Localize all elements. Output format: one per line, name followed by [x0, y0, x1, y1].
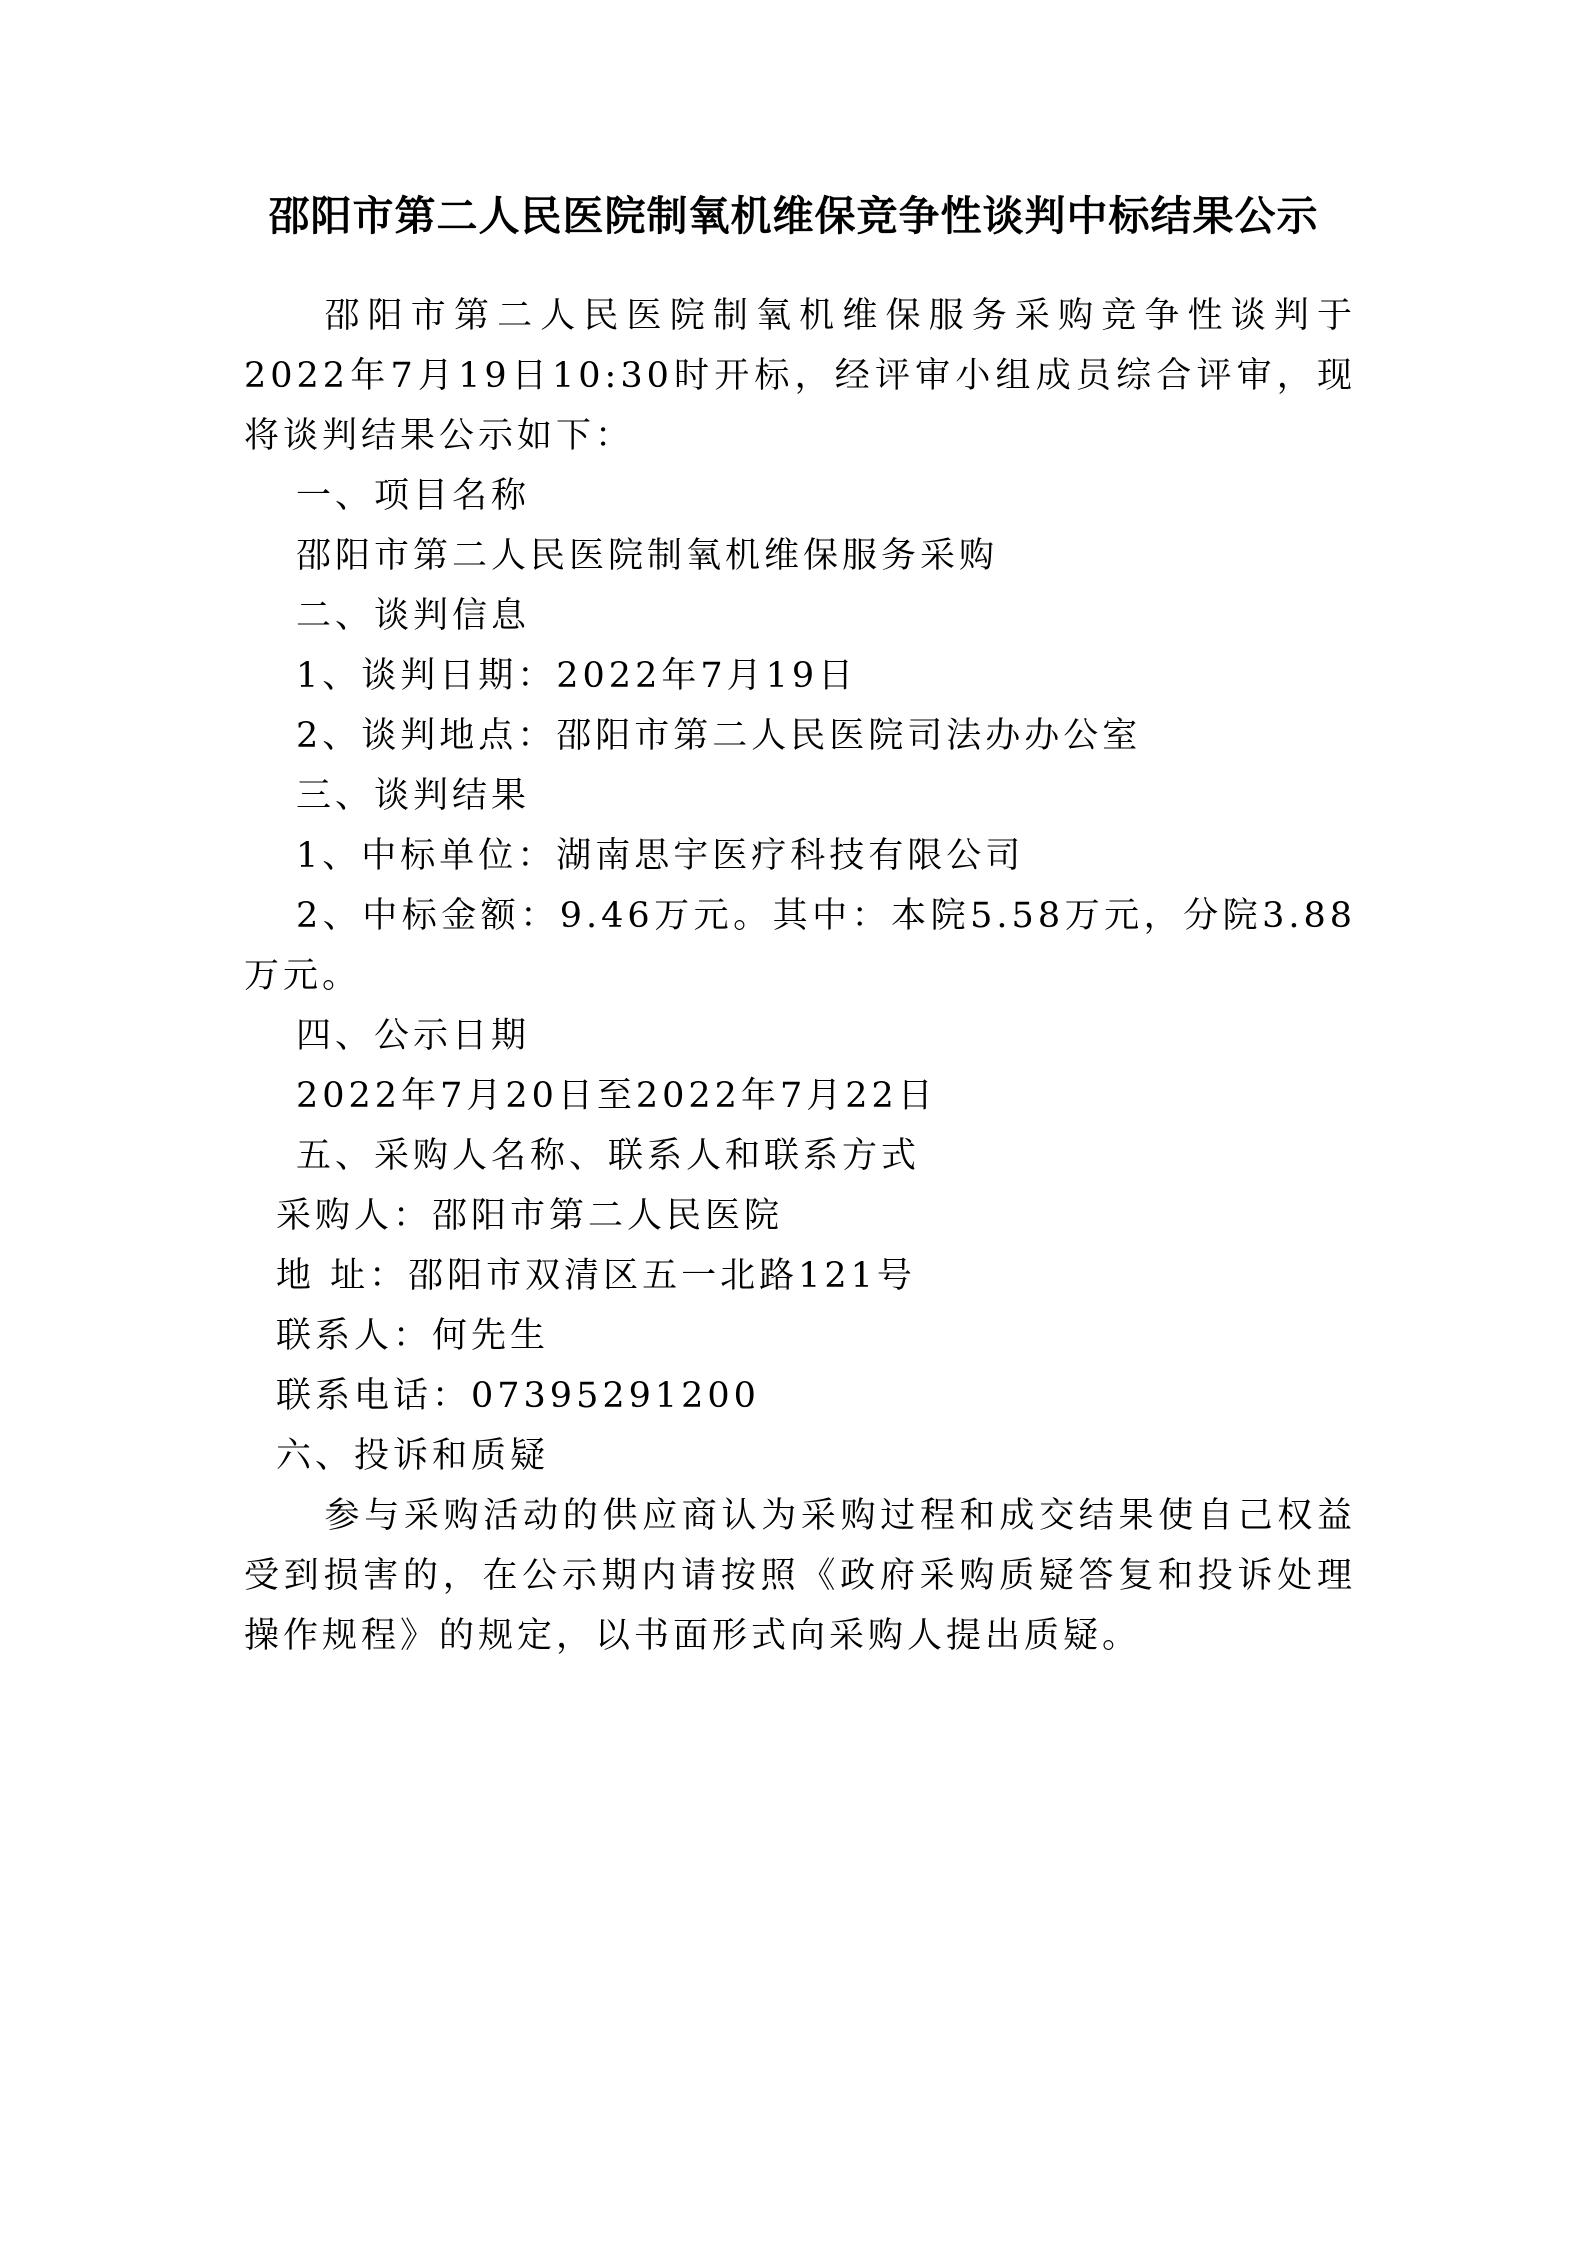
section-heading-complaints: 六、投诉和质疑 [276, 1436, 550, 1476]
winning-amount: 2、中标金额：9.46万元。其中：本院5.58万元，分院3.88万元。 [244, 896, 1356, 996]
winning-bidder: 1、中标单位：湖南思宇医疗科技有限公司 [296, 836, 1025, 876]
section-heading-negotiation-result: 三、谈判结果 [296, 776, 531, 816]
negotiation-place: 2、谈判地点：邵阳市第二人民医院司法办办公室 [296, 716, 1142, 756]
section-heading-publicity-date: 四、公示日期 [296, 1016, 531, 1056]
page-title: 邵阳市第二人民医院制氧机维保竞争性谈判中标结果公示 [268, 192, 1319, 240]
project-name: 邵阳市第二人民医院制氧机维保服务采购 [296, 536, 999, 576]
complaint-paragraph: 参与采购活动的供应商认为采购过程和成交结果使自己权益受到损害的，在公示期内请按照《政府采购质疑答复和投诉处理操作规程》的规定，以书面形式向采购人提出质疑。 [244, 1496, 1356, 1656]
intro-paragraph: 邵阳市第二人民医院制氧机维保服务采购竞争性谈判于2022年7月19日10:30时开标，经评审小组成员综合评审，现将谈判结果公示如下： [244, 296, 1356, 456]
purchaser-address: 地 址：邵阳市双清区五一北路121号 [276, 1256, 916, 1296]
negotiation-date: 1、谈判日期：2022年7月19日 [296, 656, 858, 696]
section-heading-purchaser-contact: 五、采购人名称、联系人和联系方式 [296, 1136, 921, 1176]
contact-person: 联系人：何先生 [276, 1316, 550, 1356]
section-heading-project-name: 一、项目名称 [296, 476, 531, 516]
section-heading-negotiation-info: 二、谈判信息 [296, 596, 531, 636]
contact-phone: 联系电话：07395291200 [276, 1376, 760, 1416]
purchaser: 采购人：邵阳市第二人民医院 [276, 1196, 784, 1236]
publicity-period: 2022年7月20日至2022年7月22日 [296, 1076, 937, 1116]
document-body [244, 286, 1356, 1666]
